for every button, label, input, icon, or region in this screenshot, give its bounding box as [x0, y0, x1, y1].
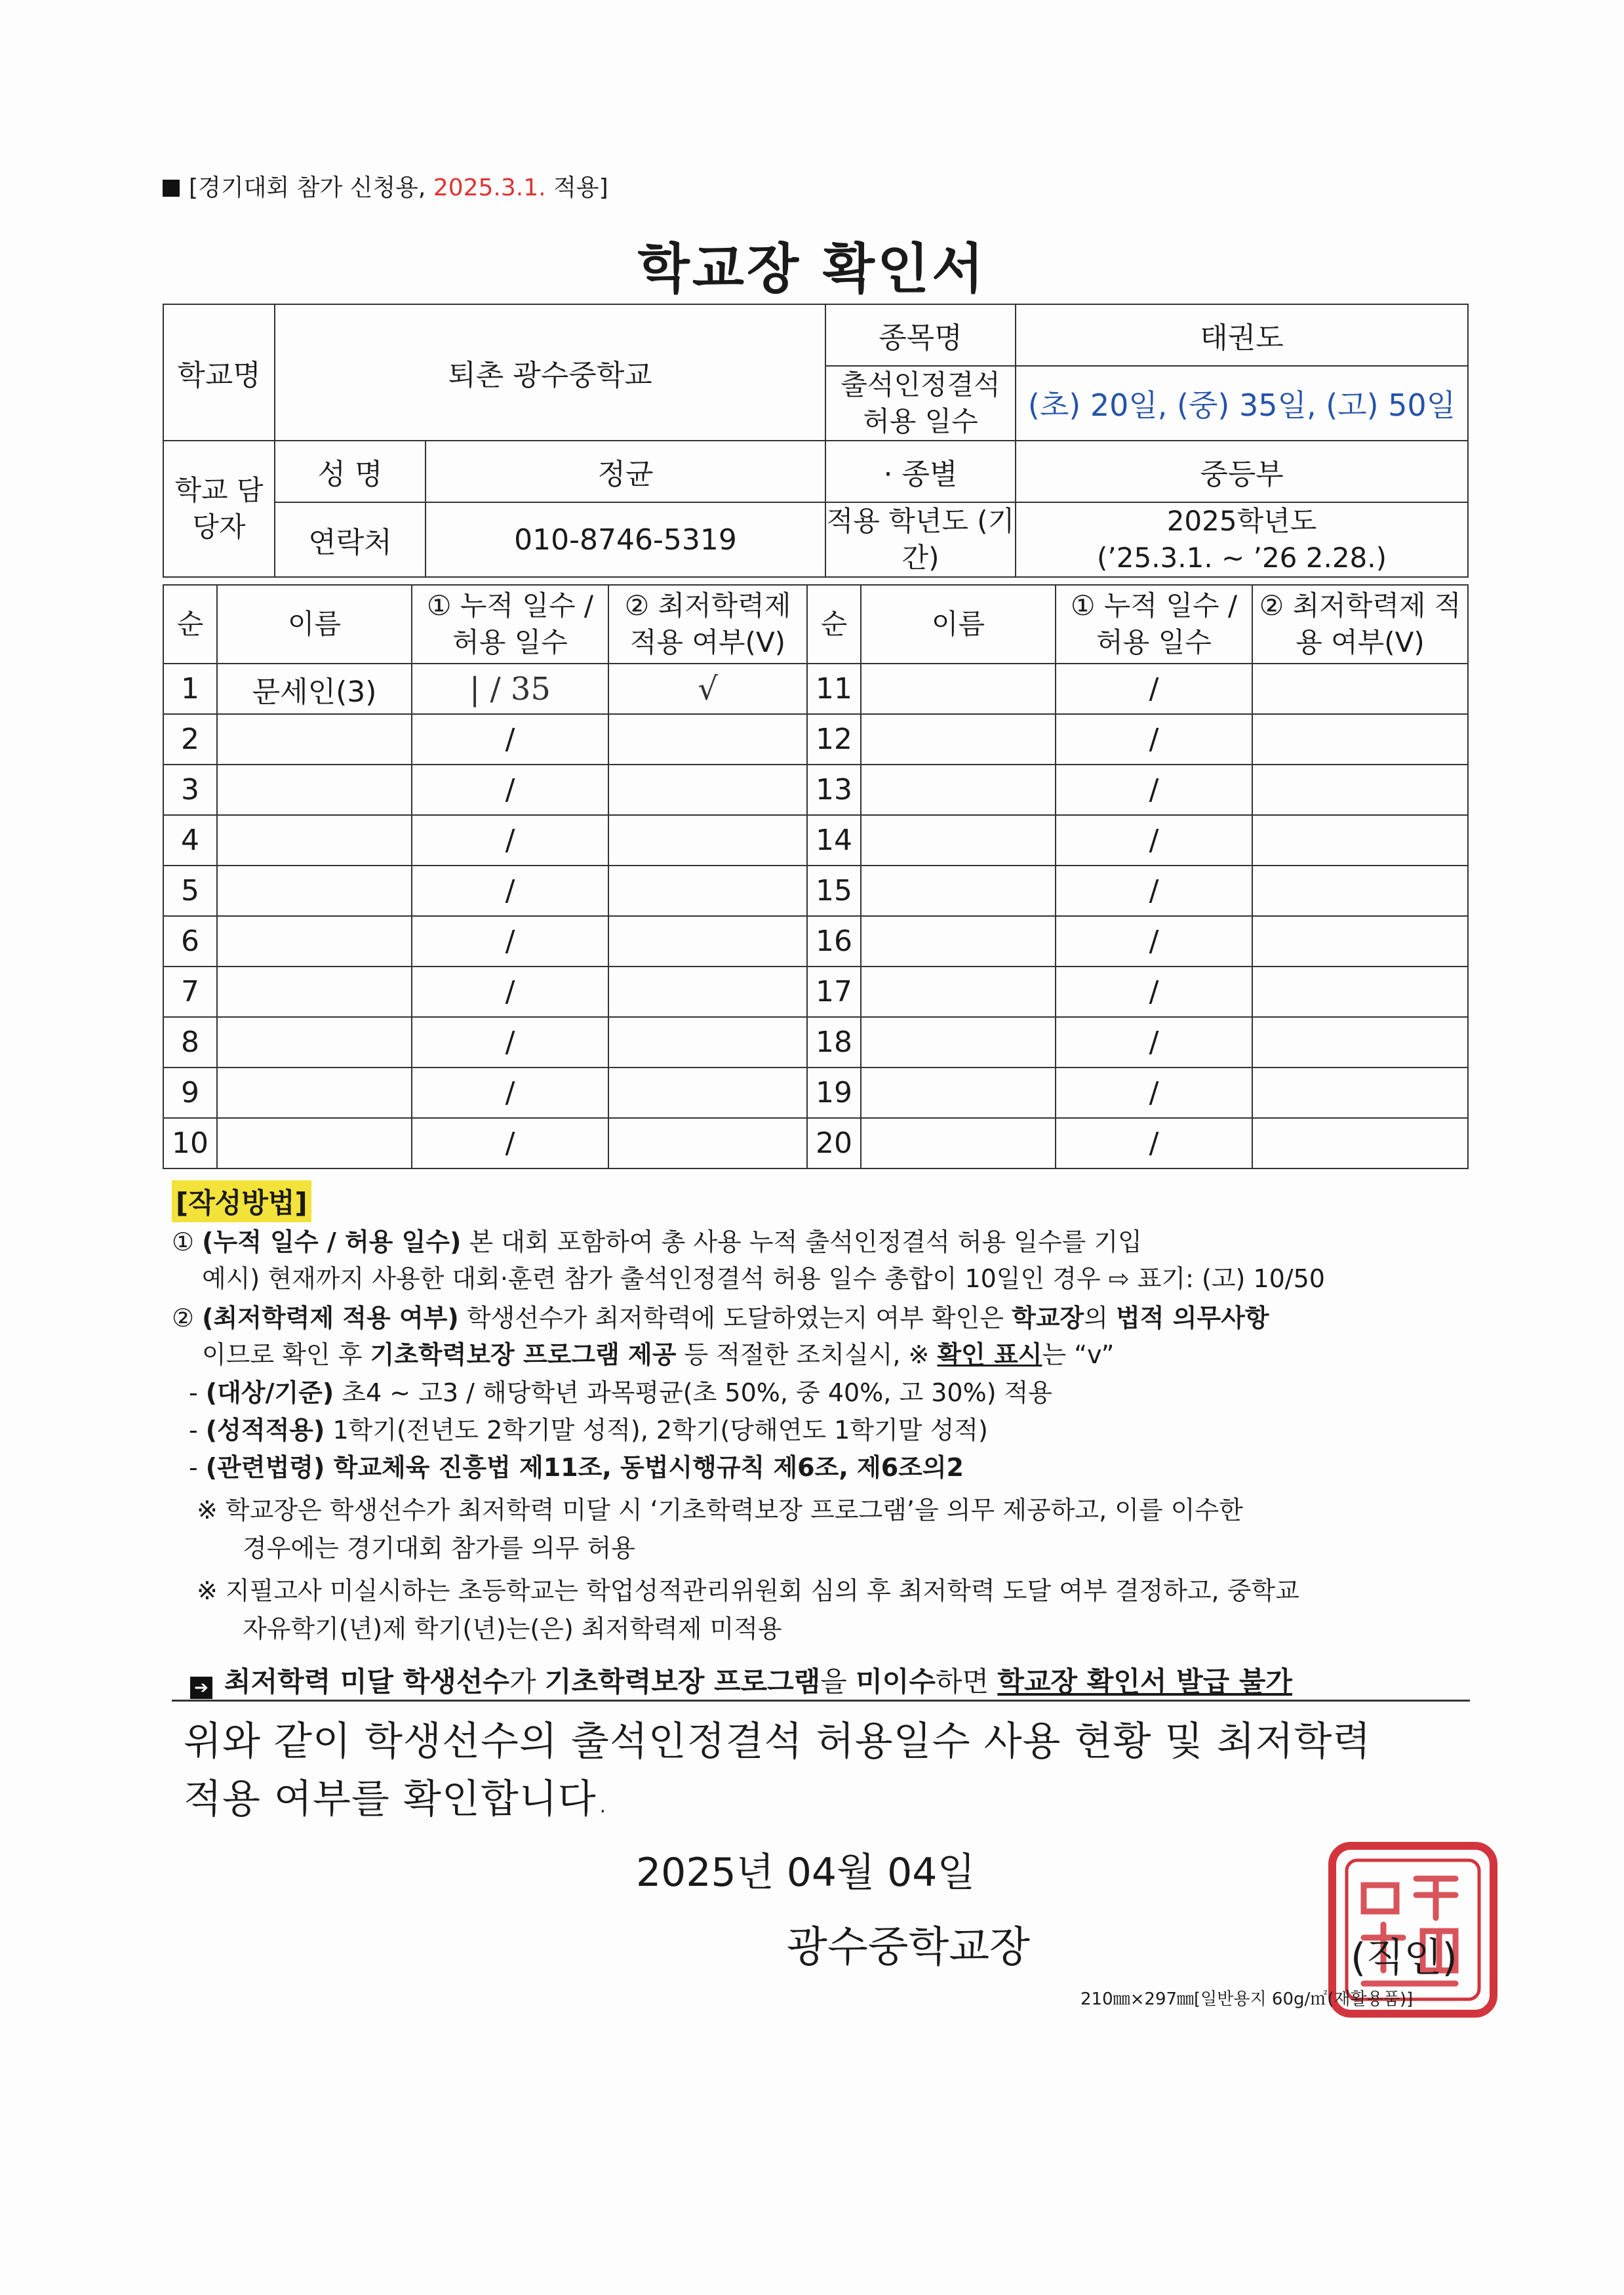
roster-no-cell: 7 — [163, 967, 217, 1017]
roster-name-cell — [217, 866, 412, 916]
confirmation-date: 2025년 04월 04일 — [636, 1850, 976, 1896]
roster-days-cell: / — [1056, 1118, 1252, 1168]
roster-days-cell: / — [1056, 815, 1252, 866]
contact-label: 연락처 — [275, 502, 426, 577]
roster-days-cell: / — [412, 967, 608, 1017]
roster-days-cell: / — [412, 916, 608, 967]
roster-days-cell: / — [412, 765, 608, 815]
manager-name-value: 정균 — [426, 441, 825, 502]
header-name: 이름 — [861, 585, 1056, 664]
year-value-cell — [1016, 502, 1468, 577]
roster-days-cell: / — [1056, 765, 1252, 815]
roster-name-cell — [861, 967, 1056, 1017]
roster-name-cell — [217, 714, 412, 765]
roster-no-cell: 6 — [163, 916, 217, 967]
detail-grades: - (성적적용) 1학기(전년도 2학기말 성적), 2학기(당해연도 1학기말 성적) — [189, 1416, 988, 1445]
roster-no-cell: 18 — [807, 1017, 861, 1068]
roster-check-cell — [1252, 1068, 1468, 1118]
roster-days-cell: / — [412, 1068, 608, 1118]
roster-days-cell: / — [412, 714, 608, 765]
roster-name-cell — [861, 815, 1056, 866]
student-roster-table — [163, 584, 1469, 1169]
roster-check-cell — [1252, 916, 1468, 967]
table-row — [163, 866, 1468, 916]
school-info-table — [163, 304, 1469, 578]
manager-label: 학교 담당자 — [163, 441, 275, 577]
header-days: ① 누적 일수 / 허용 일수 — [412, 585, 608, 664]
table-row — [163, 664, 1468, 714]
table-row — [163, 1068, 1468, 1118]
roster-check-cell — [608, 1118, 807, 1168]
roster-no-cell: 19 — [807, 1068, 861, 1118]
roster-check-cell — [1252, 866, 1468, 916]
roster-name-cell — [861, 1118, 1056, 1168]
roster-name-cell — [217, 1068, 412, 1118]
roster-no-cell: 9 — [163, 1068, 217, 1118]
roster-name-cell — [217, 815, 412, 866]
table-row — [163, 916, 1468, 967]
roster-days-cell: / — [1056, 967, 1252, 1017]
roster-days-cell: / — [1056, 714, 1252, 765]
roster-check-cell: √ — [608, 664, 807, 714]
confirmation-text: 위와 같이 학생선수의 출석인정결석 허용일수 사용 현황 및 최저학력 적용 여부를 확인합니다. — [184, 1719, 1372, 1822]
roster-days-cell: / — [1056, 664, 1252, 714]
roster-check-cell — [608, 1068, 807, 1118]
roster-no-cell: 11 — [807, 664, 861, 714]
roster-days-cell: / — [1056, 1068, 1252, 1118]
division-value: 중등부 — [1016, 441, 1468, 502]
detail-target: - (대상/기준) 초4 ~ 고3 / 해당학년 과목평균(초 50%, 중 40%, 고 30%) 적용 — [189, 1378, 1053, 1407]
final-warning: ➔ 최저학력 미달 학생선수가 기초학력보장 프로그램을 미이수하면 학교장 확인서 발급 불가 — [190, 1660, 1292, 1700]
header-days: ① 누적 일수 / 허용 일수 — [1056, 585, 1252, 664]
roster-days-cell: | / 35 — [412, 664, 608, 714]
roster-days-cell: / — [412, 1017, 608, 1068]
year-label: 적용 학년도 (기간) — [825, 502, 1016, 577]
roster-check-cell — [608, 815, 807, 866]
effective-date: 2025.3.1. — [433, 174, 546, 201]
header-check: ② 최저학력제 적용 여부(V) — [608, 585, 807, 664]
form-usage-note: [경기대회 참가 신청용, 2025.3.1. 적용] — [163, 169, 608, 203]
roster-check-cell — [608, 765, 807, 815]
roster-check-cell — [608, 1017, 807, 1068]
method-title: [작성방법] — [172, 1180, 311, 1222]
roster-no-cell: 16 — [807, 916, 861, 967]
year-period: (’25.3.1. ~ ’26 2.28.) — [1097, 542, 1387, 574]
roster-no-cell: 5 — [163, 866, 217, 916]
roster-check-cell — [608, 866, 807, 916]
instruction-1: ① (누적 일수 / 허용 일수) 본 대회 포함하여 총 사용 누적 출석인정결석 허용 일수를 기입 — [172, 1227, 1142, 1256]
roster-no-cell: 2 — [163, 714, 217, 765]
roster-name-cell — [861, 916, 1056, 967]
school-name-label: 학교명 — [163, 304, 275, 441]
header-no: 순 — [163, 585, 217, 664]
school-name-value: 퇴촌 광수중학교 — [275, 304, 825, 441]
roster-name-cell — [861, 1017, 1056, 1068]
roster-check-cell — [1252, 765, 1468, 815]
table-row — [163, 1118, 1468, 1168]
roster-name-cell — [217, 765, 412, 815]
instruction-2-line2: 이므로 확인 후 기초학력보장 프로그램 제공 등 적절한 조치실시, ※ 확인 표시는 “v” — [202, 1340, 1115, 1369]
roster-days-cell: / — [412, 866, 608, 916]
paper-spec-note: 210㎜×297㎜[일반용지 60g/㎡(재활용품)] — [1080, 1989, 1414, 2009]
roster-name-cell — [217, 967, 412, 1017]
detail-law: - (관련법령) 학교체육 진흥법 제11조, 동법시행규칙 제6조, 제6조의2 — [189, 1453, 964, 1482]
note-2-line1: ※ 지필고사 미실시하는 초등학교는 학업성적관리위원회 심의 후 최저학력 도달 여부 결정하고, 중학교 — [197, 1576, 1299, 1605]
roster-check-cell — [608, 967, 807, 1017]
sport-value: 태권도 — [1016, 304, 1468, 366]
roster-name-cell — [861, 1068, 1056, 1118]
roster-check-cell — [608, 714, 807, 765]
header-name: 이름 — [217, 585, 412, 664]
square-bullet-icon — [163, 180, 180, 197]
roster-check-cell — [1252, 967, 1468, 1017]
arrow-box-icon: ➔ — [190, 1677, 212, 1699]
roster-name-cell — [861, 866, 1056, 916]
roster-name-cell — [861, 664, 1056, 714]
contact-value: 010-8746-5319 — [426, 502, 825, 577]
table-row — [163, 1017, 1468, 1068]
division-label: · 종별 — [825, 441, 1016, 502]
absence-days-label: 출석인정결석 허용 일수 — [825, 366, 1016, 441]
document-title: 학교장 확인서 — [637, 238, 987, 300]
roster-check-cell — [608, 916, 807, 967]
table-row — [163, 967, 1468, 1017]
roster-check-cell — [1252, 1017, 1468, 1068]
roster-name-cell — [861, 714, 1056, 765]
table-row — [163, 815, 1468, 866]
roster-days-cell: / — [1056, 866, 1252, 916]
sport-label: 종목명 — [825, 304, 1016, 366]
roster-check-cell — [1252, 664, 1468, 714]
roster-name-cell — [861, 765, 1056, 815]
divider-line — [172, 1700, 1470, 1702]
table-row — [163, 714, 1468, 765]
absence-days-value: (초) 20일, (중) 35일, (고) 50일 — [1016, 366, 1468, 441]
roster-no-cell: 15 — [807, 866, 861, 916]
roster-days-cell: / — [412, 815, 608, 866]
roster-no-cell: 17 — [807, 967, 861, 1017]
roster-no-cell: 20 — [807, 1118, 861, 1168]
table-row — [163, 765, 1468, 815]
header-check: ② 최저학력제 적용 여부(V) — [1252, 585, 1468, 664]
note-1-line1: ※ 학교장은 학생선수가 최저학력 미달 시 ‘기초학력보장 프로그램’을 의무 제공하고, 이를 이수한 — [197, 1496, 1243, 1525]
roster-no-cell: 3 — [163, 765, 217, 815]
roster-name-cell: 문세인(3) — [217, 664, 412, 714]
roster-no-cell: 4 — [163, 815, 217, 866]
roster-name-cell — [217, 1017, 412, 1068]
roster-check-cell — [1252, 714, 1468, 765]
roster-days-cell: / — [412, 1118, 608, 1168]
roster-no-cell: 10 — [163, 1118, 217, 1168]
note-2-line2: 자유학기(년)제 학기(년)는(은) 최저학력제 미적용 — [243, 1614, 782, 1643]
roster-name-cell — [217, 1118, 412, 1168]
roster-name-cell — [217, 916, 412, 967]
roster-no-cell: 12 — [807, 714, 861, 765]
note-1-line2: 경우에는 경기대회 참가를 의무 허용 — [243, 1534, 635, 1563]
roster-days-cell: / — [1056, 1017, 1252, 1068]
roster-no-cell: 8 — [163, 1017, 217, 1068]
roster-check-cell — [1252, 815, 1468, 866]
roster-days-cell: / — [1056, 916, 1252, 967]
principal-name: 광수중학교장 — [787, 1923, 1030, 1972]
instruction-1-example: 예시) 현재까지 사용한 대회·훈련 참가 출석인정결석 허용 일수 총합이 10일인 경우 ⇨ 표기: (고) 10/50 — [202, 1264, 1325, 1293]
roster-no-cell: 13 — [807, 765, 861, 815]
instruction-2: ② (최저학력제 적용 여부) 학생선수가 최저학력에 도달하였는지 여부 확인은 학교장의 법적 의무사항 — [172, 1304, 1269, 1332]
year-value: 2025학년도 — [1166, 505, 1317, 537]
seal-label: (직인) — [1351, 1935, 1457, 1981]
roster-no-cell: 14 — [807, 815, 861, 866]
manager-name-label: 성 명 — [275, 441, 426, 502]
header-no: 순 — [807, 585, 861, 664]
roster-check-cell — [1252, 1118, 1468, 1168]
roster-no-cell: 1 — [163, 664, 217, 714]
